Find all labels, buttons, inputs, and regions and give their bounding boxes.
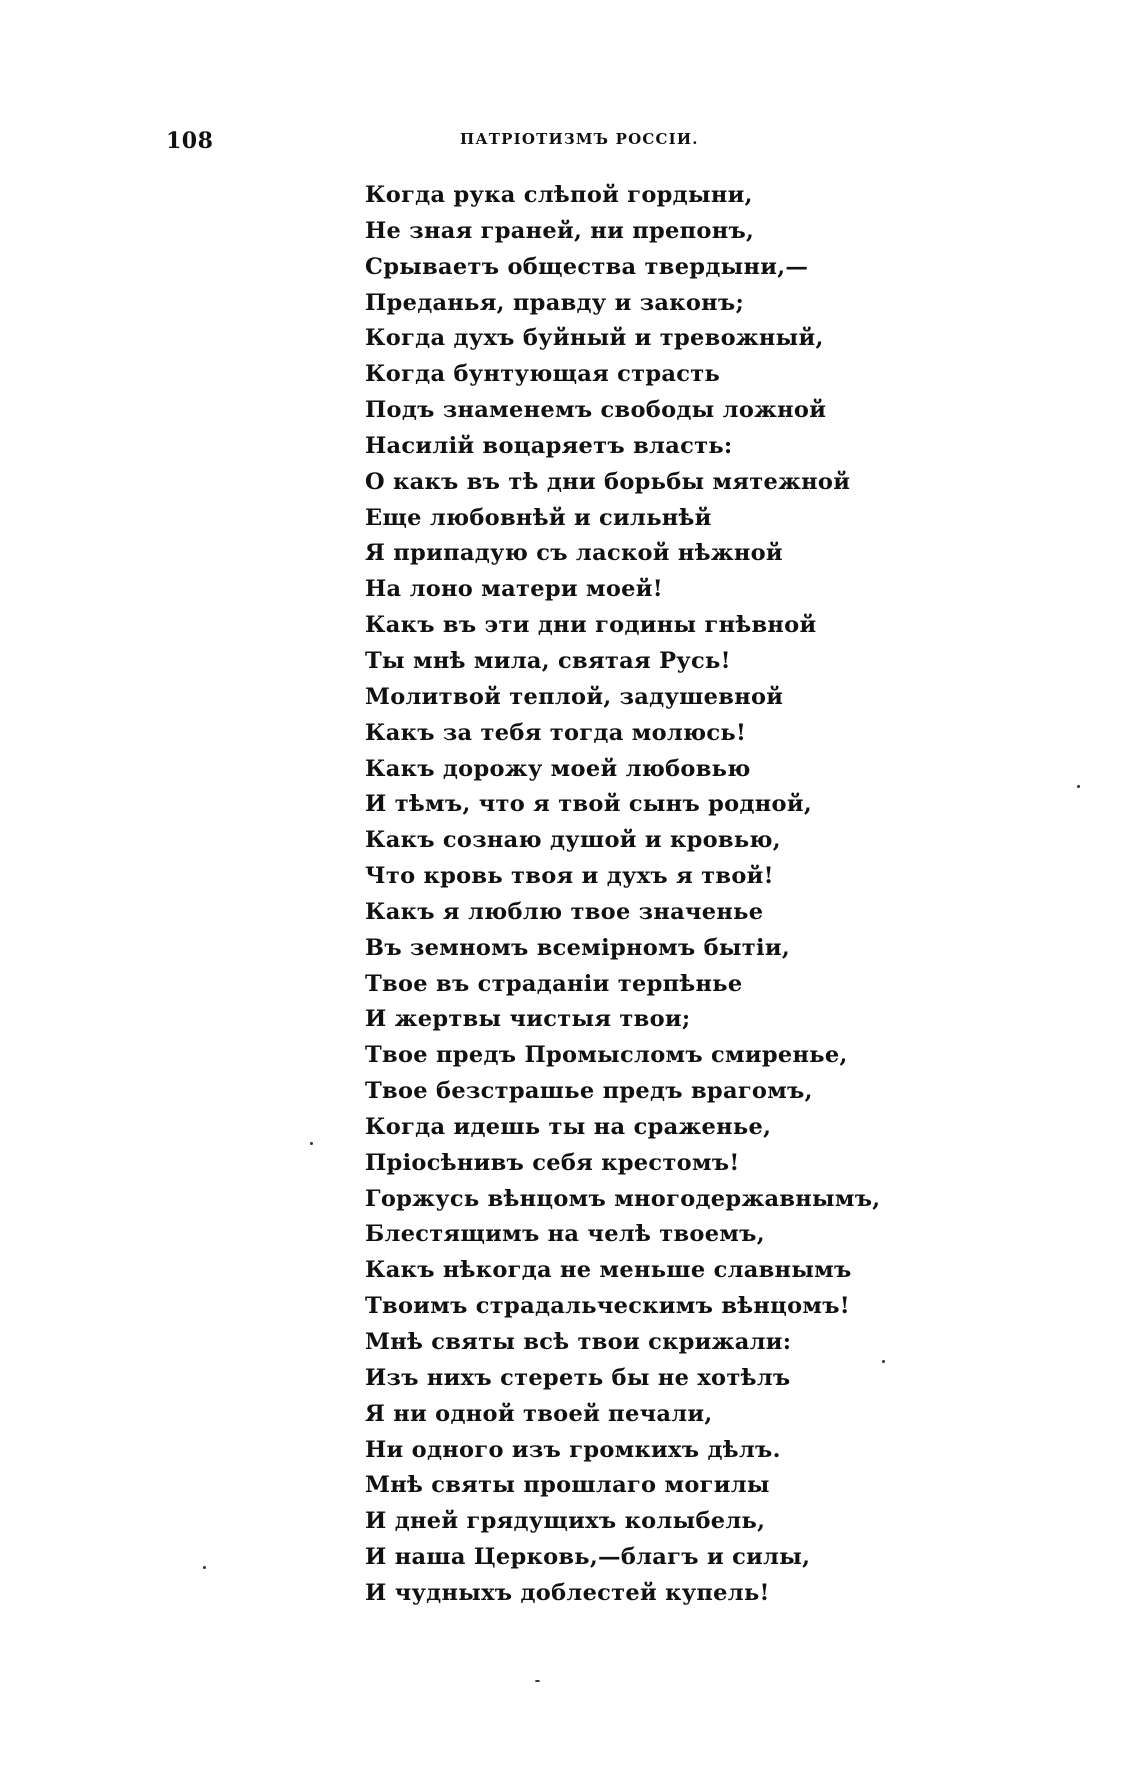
scan-speck — [535, 1680, 540, 1682]
poem-line: Срываетъ общества твердыни,— — [365, 253, 809, 280]
poem-line: Горжусь вѣнцомъ многодержавнымъ, — [365, 1185, 881, 1212]
poem-line: И дней грядущихъ колыбель, — [365, 1508, 766, 1535]
poem — [365, 178, 925, 1612]
poem-line: Твоимъ страдальческимъ вѣнцомъ! — [365, 1293, 850, 1320]
poem-line: И наша Церковь,—благъ и силы, — [365, 1544, 811, 1571]
poem-line: Не зная граней, ни препонъ, — [365, 217, 755, 244]
scan-speck — [203, 1566, 206, 1569]
poem-line: Твое предъ Промысломъ смиренье, — [365, 1042, 848, 1069]
poem-line: Какъ нѣкогда не меньше славнымъ — [365, 1257, 852, 1284]
poem-line: Какъ за тебя тогда молюсь! — [365, 719, 747, 746]
poem-line: Я ни одной твоей печали, — [365, 1400, 713, 1427]
poem-line: Твое безстрашье предъ врагомъ, — [365, 1078, 813, 1105]
poem-line: Какъ я люблю твое значенье — [365, 898, 764, 925]
poem-line: Преданья, правду и законъ; — [365, 289, 745, 316]
page-header — [160, 128, 720, 158]
poem-line: Твое въ страданіи терпѣнье — [365, 970, 743, 997]
poem-line: Я припадую съ лаской нѣжной — [365, 540, 783, 567]
poem-line: Какъ сознаю душой и кровью, — [365, 827, 781, 854]
running-head: ПАТРІОТИЗМЪ РОССІИ. — [460, 130, 699, 148]
poem-line: Когда идешь ты на сраженье, — [365, 1113, 772, 1140]
poem-line: Какъ дорожу моей любовью — [365, 755, 751, 782]
poem-line: Когда духъ буйный и тревожный, — [365, 325, 824, 352]
scan-speck — [310, 1142, 313, 1145]
poem-line: Ты мнѣ мила, святая Русь! — [365, 647, 731, 674]
scan-speck — [1077, 785, 1080, 788]
poem-line: Блестящимъ на челѣ твоемъ, — [365, 1221, 765, 1248]
poem-line: На лоно матери моей! — [365, 576, 663, 603]
poem-line: Мнѣ святы прошлаго могилы — [365, 1472, 770, 1499]
poem-line: Изъ нихъ стереть бы не хотѣлъ — [365, 1364, 791, 1391]
poem-line: Ни одного изъ громкихъ дѣлъ. — [365, 1436, 781, 1463]
poem-line: Пріосѣнивъ себя крестомъ! — [365, 1149, 740, 1176]
poem-line: Еще любовнѣй и сильнѣй — [365, 504, 712, 531]
poem-line: Насилій воцаряетъ власть: — [365, 432, 733, 459]
page-number: 108 — [166, 128, 214, 154]
poem-line: И жертвы чистыя твои; — [365, 1006, 691, 1033]
scan-speck — [882, 1360, 885, 1363]
poem-line: Когда бунтующая страсть — [365, 361, 721, 388]
poem-line: Что кровь твоя и духъ я твой! — [365, 863, 774, 890]
poem-line: Подъ знаменемъ свободы ложной — [365, 397, 827, 424]
poem-line: Въ земномъ всемірномъ бытіи, — [365, 934, 791, 961]
poem-line: Какъ въ эти дни годины гнѣвной — [365, 612, 817, 639]
poem-line: Молитвой теплой, задушевной — [365, 683, 784, 710]
poem-line: И чудныхъ доблестей купель! — [365, 1579, 770, 1606]
poem-line: Мнѣ святы всѣ твои скрижали: — [365, 1329, 792, 1355]
poem-line: Когда рука слѣпой гордыни, — [365, 182, 753, 208]
poem-line: О какъ въ тѣ дни борьбы мятежной — [365, 468, 851, 495]
poem-line: И тѣмъ, что я твой сынъ родной, — [365, 791, 812, 818]
